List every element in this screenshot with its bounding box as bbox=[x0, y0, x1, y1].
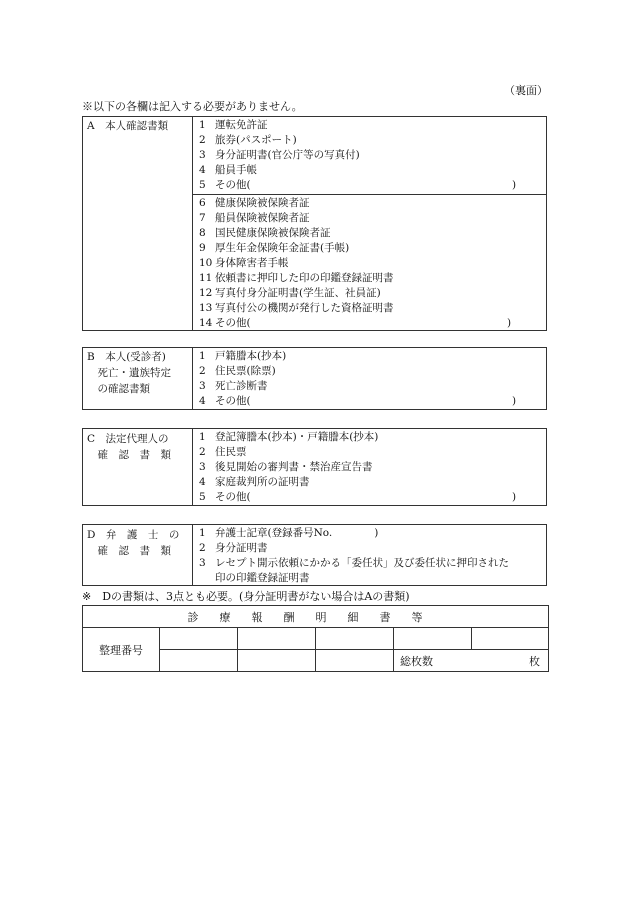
section-b-label-line: 死亡・遺族特定 bbox=[87, 367, 171, 379]
section-b-label bbox=[83, 348, 193, 409]
list-item bbox=[193, 301, 546, 316]
item-number: 5 bbox=[199, 179, 206, 191]
item-text: 運転免許証 bbox=[215, 119, 268, 131]
section-c-label-line: 確 認 書 類 bbox=[87, 449, 171, 461]
item-text: 旅券(パスポート) bbox=[215, 134, 297, 146]
item-number: 14 bbox=[199, 317, 213, 329]
item-text: その他( bbox=[215, 317, 251, 329]
list-item bbox=[193, 133, 546, 148]
item-number: 2 bbox=[199, 542, 206, 554]
ledger-title: 診療報酬明細書等 bbox=[83, 606, 549, 628]
list-item bbox=[193, 241, 546, 256]
item-number: 1 bbox=[199, 431, 206, 443]
item-number: 7 bbox=[199, 212, 206, 224]
item-text: 身分証明書 bbox=[215, 542, 268, 554]
list-item bbox=[193, 394, 546, 409]
item-number: 4 bbox=[199, 164, 206, 176]
item-number: 2 bbox=[199, 446, 206, 458]
list-item bbox=[193, 286, 546, 301]
list-item bbox=[193, 475, 546, 490]
ledger-cell bbox=[160, 628, 238, 650]
list-item bbox=[193, 148, 546, 163]
ledger-cell bbox=[238, 650, 316, 672]
item-text: 死亡診断書 bbox=[215, 380, 268, 392]
notice-text: ※以下の各欄は記入する必要がありません。 bbox=[82, 100, 303, 113]
section-a-group-1 bbox=[193, 117, 546, 195]
section-a-group-2 bbox=[193, 195, 546, 331]
list-item bbox=[193, 430, 546, 445]
item-number: 1 bbox=[199, 119, 206, 131]
ledger-cell bbox=[238, 628, 316, 650]
item-number: 4 bbox=[199, 395, 206, 407]
section-c-label bbox=[83, 429, 193, 505]
item-text: 戸籍謄本(抄本) bbox=[215, 350, 287, 362]
list-item bbox=[193, 226, 546, 241]
item-number: 6 bbox=[199, 197, 206, 209]
section-d-label bbox=[83, 525, 193, 585]
item-number: 1 bbox=[199, 350, 206, 362]
section-a bbox=[82, 116, 547, 331]
item-paren-close: ) bbox=[512, 179, 517, 191]
list-item bbox=[193, 196, 546, 211]
section-a-label: A 本人確認書類 bbox=[83, 117, 193, 330]
page-side-label: （裏面） bbox=[504, 84, 548, 97]
list-item bbox=[193, 526, 546, 541]
item-text: 身体障害者手帳 bbox=[215, 257, 289, 269]
item-text: 家庭裁判所の証明書 bbox=[215, 476, 310, 488]
item-number: 2 bbox=[199, 365, 206, 377]
section-b-label-line: の確認書類 bbox=[87, 383, 150, 395]
list-item bbox=[193, 118, 546, 133]
item-number: 3 bbox=[199, 149, 206, 161]
item-text: その他( bbox=[215, 179, 251, 191]
item-number: 13 bbox=[199, 302, 213, 314]
item-number: 3 bbox=[199, 461, 206, 473]
list-item bbox=[193, 364, 546, 379]
item-number: 11 bbox=[199, 272, 213, 284]
item-text: 厚生年金保険年金証書(手帳) bbox=[215, 242, 350, 254]
item-number: 5 bbox=[199, 491, 206, 503]
item-number: 8 bbox=[199, 227, 206, 239]
list-item bbox=[193, 316, 546, 331]
item-number: 3 bbox=[199, 380, 206, 392]
section-d bbox=[82, 524, 547, 586]
item-number: 12 bbox=[199, 287, 213, 299]
total-sheets-unit: 枚 bbox=[529, 655, 541, 668]
item-paren-close: ) bbox=[512, 491, 517, 503]
seiri-label: 整理番号 bbox=[83, 628, 160, 672]
item-text: 健康保険被保険者証 bbox=[215, 197, 310, 209]
section-d-label-line: 確 認 書 類 bbox=[87, 545, 171, 557]
list-item bbox=[193, 256, 546, 271]
total-sheets-cell bbox=[394, 650, 549, 672]
item-text: 身分証明書(官公庁等の写真付) bbox=[215, 149, 360, 161]
item-paren-close: ) bbox=[507, 317, 512, 329]
list-item bbox=[193, 163, 546, 178]
section-d-note: ※ Dの書類は、3点とも必要。(身分証明書がない場合はAの書類) bbox=[82, 590, 410, 603]
ledger-cell bbox=[160, 650, 238, 672]
list-item bbox=[193, 556, 546, 571]
list-item bbox=[193, 460, 546, 475]
ledger-cell bbox=[394, 628, 472, 650]
list-item bbox=[193, 541, 546, 556]
item-text: その他( bbox=[215, 491, 251, 503]
item-number: 10 bbox=[199, 257, 213, 269]
section-c bbox=[82, 428, 547, 506]
ledger-table bbox=[82, 605, 549, 672]
item-text: 弁護士記章(登録番号No. ) bbox=[215, 527, 379, 539]
list-item bbox=[193, 490, 546, 505]
item-number: 2 bbox=[199, 134, 206, 146]
item-number: 9 bbox=[199, 242, 206, 254]
item-paren-close: ) bbox=[512, 395, 517, 407]
list-item bbox=[193, 178, 546, 193]
item-text: 国民健康保険被保険者証 bbox=[215, 227, 331, 239]
list-item bbox=[193, 211, 546, 226]
item-number: 4 bbox=[199, 476, 206, 488]
item-text: 船員手帳 bbox=[215, 164, 257, 176]
item-text: 住民票 bbox=[215, 446, 247, 458]
list-item bbox=[193, 349, 546, 364]
list-item bbox=[193, 271, 546, 286]
section-b-label-line: B 本人(受診者) bbox=[87, 351, 166, 363]
item-text: 登記簿謄本(抄本)・戸籍謄本(抄本) bbox=[215, 431, 379, 443]
item-text: 写真付身分証明書(学生証、社員証) bbox=[215, 287, 381, 299]
section-c-label-line: C 法定代理人の bbox=[87, 433, 169, 445]
list-item bbox=[193, 445, 546, 460]
item-text: 写真付公の機関が発行した資格証明書 bbox=[215, 302, 394, 314]
ledger-cell bbox=[316, 628, 394, 650]
item-text: レセプト開示依頼にかかる「委任状」及び委任状に押印された bbox=[215, 557, 509, 569]
item-number: 1 bbox=[199, 527, 206, 539]
item-text: 後見開始の審判書・禁治産宣告書 bbox=[215, 461, 373, 473]
section-b bbox=[82, 347, 547, 410]
item-text: 住民票(除票) bbox=[215, 365, 276, 377]
total-sheets-label: 総枚数 bbox=[400, 655, 433, 668]
item-text: 船員保険被保険者証 bbox=[215, 212, 310, 224]
list-item bbox=[193, 379, 546, 394]
ledger-cell bbox=[316, 650, 394, 672]
item-text: 依頼書に押印した印の印鑑登録証明書 bbox=[215, 272, 394, 284]
section-d-item-3-continued: 印の印鑑登録証明書 bbox=[215, 572, 310, 584]
ledger-cell bbox=[472, 628, 549, 650]
item-text: その他( bbox=[215, 395, 251, 407]
item-number: 3 bbox=[199, 557, 206, 569]
section-d-label-line: D 弁 護 士 の bbox=[87, 529, 180, 541]
